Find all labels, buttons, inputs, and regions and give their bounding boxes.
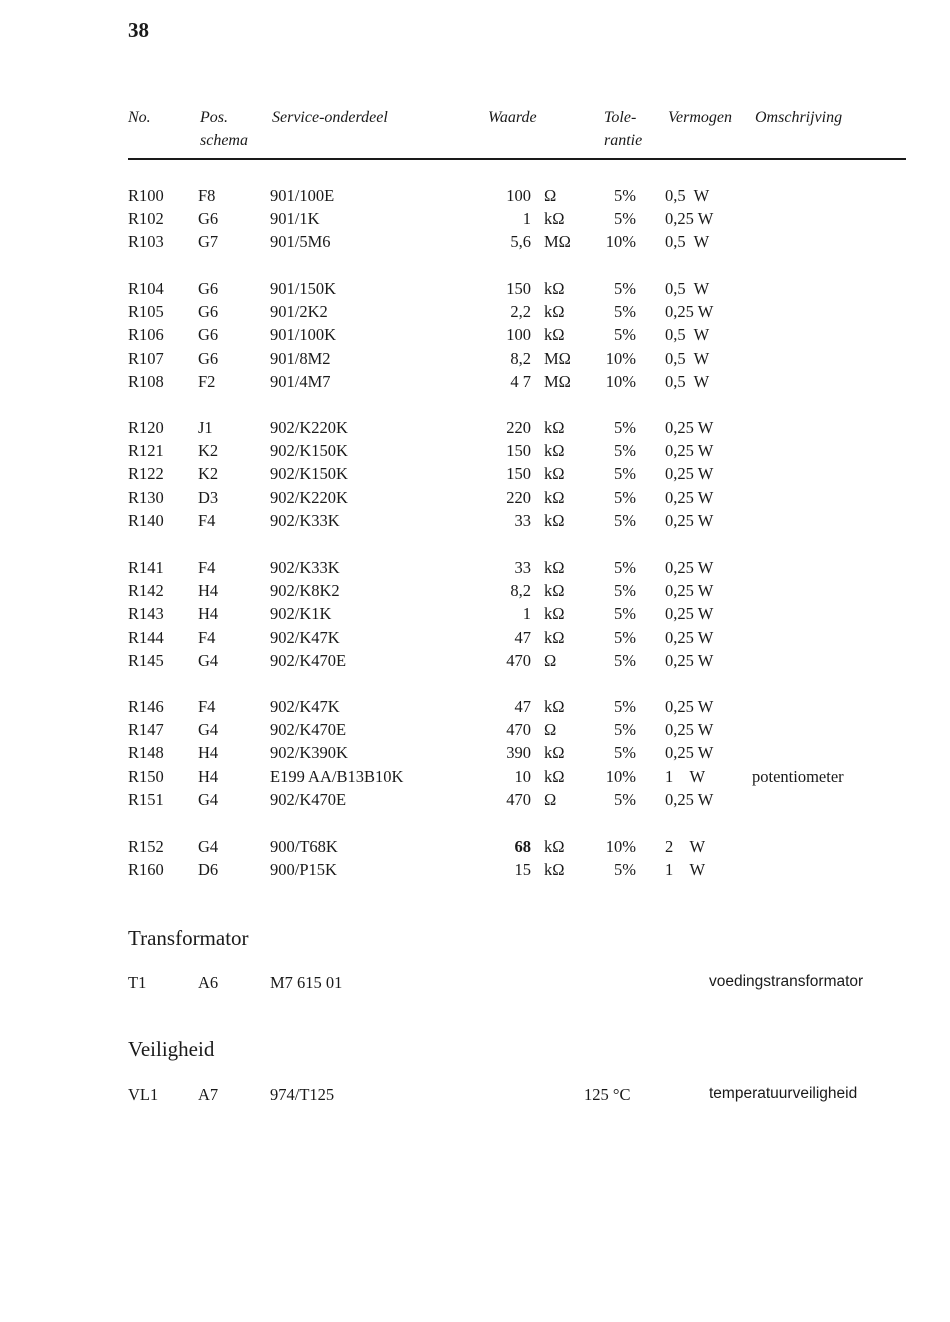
- table-row: [0, 349, 950, 372]
- part-value: 47: [514, 697, 531, 716]
- part-no: R100: [128, 186, 164, 205]
- part-unit: kΩ: [544, 604, 565, 624]
- part-value: 4 7: [510, 371, 531, 391]
- part-power: 0,25 W: [665, 209, 714, 229]
- part-pos: F8: [198, 186, 216, 205]
- part-power: 0,25 W: [665, 627, 714, 647]
- part-value: 150: [506, 279, 531, 298]
- part-service: 902/K47K: [270, 697, 340, 716]
- transformator-service: M7 615 01: [270, 973, 343, 992]
- part-power: 0,25 W: [665, 789, 714, 809]
- table-group: [0, 418, 950, 534]
- table-row: [0, 209, 950, 232]
- part-unit: kΩ: [544, 279, 565, 298]
- part-value: 220: [506, 487, 531, 507]
- part-no: R140: [128, 510, 164, 530]
- part-pos: H4: [198, 604, 219, 624]
- part-tolerance: 10%: [605, 766, 636, 786]
- part-tolerance: 10%: [605, 232, 636, 252]
- part-service: 902/K8K2: [270, 581, 340, 601]
- part-power: 0,5 W: [665, 232, 710, 252]
- part-power: 0,5 W: [665, 348, 710, 368]
- part-pos: K2: [198, 441, 219, 461]
- table-row: [0, 651, 950, 674]
- part-no: R122: [128, 464, 164, 484]
- part-unit: MΩ: [544, 371, 571, 391]
- part-value: 8,2: [510, 581, 531, 601]
- part-value: 68: [514, 837, 531, 856]
- header-no: No.: [128, 109, 151, 126]
- part-power: 0,25 W: [665, 743, 714, 763]
- part-service: 902/K390K: [270, 743, 348, 763]
- part-tolerance: 5%: [614, 743, 636, 763]
- table-row: [0, 232, 950, 255]
- part-tolerance: 5%: [614, 325, 636, 345]
- part-value: 470: [506, 720, 531, 740]
- part-service: 901/100K: [270, 325, 336, 345]
- table-row: [0, 767, 950, 790]
- part-value: 33: [514, 558, 531, 577]
- part-value: 10: [514, 766, 531, 786]
- part-no: R104: [128, 279, 164, 298]
- part-service: 902/K33K: [270, 558, 340, 577]
- part-pos: G7: [198, 232, 219, 252]
- part-tolerance: 5%: [614, 627, 636, 647]
- part-power: 0,25 W: [665, 604, 714, 624]
- part-pos: G4: [198, 650, 219, 670]
- part-unit: kΩ: [544, 487, 565, 507]
- part-pos: H4: [198, 766, 219, 786]
- header-tol-line1: Tole-: [604, 109, 637, 126]
- part-value: 150: [506, 441, 531, 461]
- part-service: 902/K470E: [270, 650, 347, 670]
- part-power: 0,5 W: [665, 186, 710, 205]
- part-unit: kΩ: [544, 697, 565, 716]
- header-tolerantie: [604, 106, 642, 152]
- table-row: [0, 628, 950, 651]
- part-no: R151: [128, 789, 164, 809]
- table-row: [0, 186, 950, 209]
- part-power: 0,25 W: [665, 697, 714, 716]
- part-unit: kΩ: [544, 302, 565, 322]
- part-service: 902/K220K: [270, 487, 348, 507]
- part-tolerance: 5%: [614, 279, 636, 298]
- table-row: [0, 511, 950, 534]
- part-no: R147: [128, 720, 164, 740]
- transformator-desc: voedingstransformator: [709, 973, 864, 990]
- part-service: 901/8M2: [270, 348, 331, 368]
- header-rule: [128, 158, 906, 160]
- part-value: 2,2: [510, 302, 531, 322]
- part-unit: kΩ: [544, 766, 565, 786]
- part-power: 1 W: [665, 860, 706, 880]
- part-tolerance: 10%: [605, 371, 636, 391]
- part-unit: MΩ: [544, 348, 571, 368]
- part-no: R120: [128, 418, 164, 437]
- header-omschrijving: Omschrijving: [755, 109, 843, 126]
- table-row: [0, 325, 950, 348]
- part-tolerance: 10%: [605, 837, 636, 856]
- section-title-transformator: Transformator: [128, 926, 249, 950]
- part-service: 900/T68K: [270, 837, 338, 856]
- table-row: [0, 441, 950, 464]
- part-value: 470: [506, 650, 531, 670]
- part-service: 902/K33K: [270, 510, 340, 530]
- transformator-pos: A6: [198, 973, 219, 992]
- part-power: 0,25 W: [665, 487, 714, 507]
- part-tolerance: 5%: [614, 441, 636, 461]
- part-no: R103: [128, 232, 164, 252]
- part-service: 902/K47K: [270, 627, 340, 647]
- part-unit: Ω: [544, 720, 557, 740]
- part-power: 1 W: [665, 766, 706, 786]
- part-power: 0,25 W: [665, 441, 714, 461]
- part-tolerance: 5%: [614, 418, 636, 437]
- header-tol-line2: rantie: [604, 132, 643, 149]
- part-service: 902/K150K: [270, 464, 348, 484]
- table-row: [0, 558, 950, 581]
- part-no: R102: [128, 209, 164, 229]
- part-unit: kΩ: [544, 558, 565, 577]
- part-no: R141: [128, 558, 164, 577]
- part-value: 220: [506, 418, 531, 437]
- part-no: R152: [128, 837, 164, 856]
- veiligheid-row: [0, 1085, 950, 1109]
- part-unit: kΩ: [544, 743, 565, 763]
- part-service: E199 AA/B13B10K: [270, 766, 404, 786]
- part-unit: MΩ: [544, 232, 571, 252]
- part-unit: kΩ: [544, 464, 565, 484]
- part-power: 0,25 W: [665, 720, 714, 740]
- part-tolerance: 5%: [614, 581, 636, 601]
- part-pos: F4: [198, 697, 216, 716]
- part-unit: kΩ: [544, 581, 565, 601]
- table-row: [0, 488, 950, 511]
- table-row: [0, 604, 950, 627]
- section-title-veiligheid: Veiligheid: [128, 1037, 215, 1061]
- part-pos: D3: [198, 487, 219, 507]
- part-power: 0,25 W: [665, 558, 714, 577]
- table-group: [0, 697, 950, 813]
- part-unit: kΩ: [544, 837, 565, 856]
- part-unit: Ω: [544, 650, 557, 670]
- part-tolerance: 5%: [614, 604, 636, 624]
- part-value: 100: [506, 325, 531, 345]
- part-unit: Ω: [544, 789, 557, 809]
- veiligheid-no: VL1: [128, 1085, 159, 1104]
- part-service: 902/K220K: [270, 418, 348, 437]
- part-service: 901/150K: [270, 279, 336, 298]
- part-tolerance: 5%: [614, 510, 636, 530]
- table-row: [0, 279, 950, 302]
- part-unit: kΩ: [544, 627, 565, 647]
- part-pos: G6: [198, 348, 219, 368]
- table-row: [0, 837, 950, 860]
- part-tolerance: 5%: [614, 558, 636, 577]
- veiligheid-desc: temperatuurveiligheid: [709, 1085, 858, 1102]
- part-service: 901/4M7: [270, 371, 331, 391]
- part-value: 5,6: [510, 232, 531, 252]
- header-pos-line1: Pos.: [200, 109, 228, 126]
- part-service: 900/P15K: [270, 860, 337, 880]
- part-tolerance: 5%: [614, 209, 636, 229]
- header-service: Service-onderdeel: [272, 109, 388, 126]
- part-tolerance: 5%: [614, 186, 636, 205]
- part-value: 47: [514, 627, 531, 647]
- part-description: potentiometer: [752, 766, 844, 786]
- part-power: 0,5 W: [665, 325, 710, 345]
- part-no: R143: [128, 604, 164, 624]
- part-unit: kΩ: [544, 418, 565, 437]
- part-unit: kΩ: [544, 441, 565, 461]
- part-service: 902/K150K: [270, 441, 348, 461]
- part-service: 902/K1K: [270, 604, 332, 624]
- table-group: [0, 558, 950, 674]
- part-unit: kΩ: [544, 860, 565, 880]
- part-no: R150: [128, 766, 164, 786]
- part-power: 0,5 W: [665, 279, 710, 298]
- part-power: 0,25 W: [665, 464, 714, 484]
- part-power: 0,5 W: [665, 371, 710, 391]
- part-unit: kΩ: [544, 325, 565, 345]
- part-pos: D6: [198, 860, 219, 880]
- part-tolerance: 5%: [614, 464, 636, 484]
- part-pos: G6: [198, 279, 219, 298]
- part-no: R107: [128, 348, 164, 368]
- part-tolerance: 5%: [614, 860, 636, 880]
- part-value: 470: [506, 789, 531, 809]
- table-row: [0, 697, 950, 720]
- table-group: [0, 186, 950, 256]
- table-row: [0, 581, 950, 604]
- transformator-no: T1: [128, 973, 147, 992]
- veiligheid-temp: 125 °C: [584, 1085, 631, 1104]
- part-service: 901/2K2: [270, 302, 328, 322]
- part-pos: G6: [198, 209, 219, 229]
- part-unit: kΩ: [544, 209, 565, 229]
- part-service: 902/K470E: [270, 789, 347, 809]
- part-value: 100: [506, 186, 531, 205]
- transformator-row: [0, 973, 950, 997]
- part-service: 901/5M6: [270, 232, 331, 252]
- part-pos: G4: [198, 837, 219, 856]
- part-no: R106: [128, 325, 164, 345]
- part-no: R142: [128, 581, 164, 601]
- part-pos: K2: [198, 464, 219, 484]
- part-power: 2 W: [665, 837, 706, 856]
- part-power: 0,25 W: [665, 302, 714, 322]
- part-no: R144: [128, 627, 164, 647]
- part-no: R108: [128, 371, 164, 391]
- part-tolerance: 5%: [614, 650, 636, 670]
- part-pos: G6: [198, 302, 219, 322]
- header-waarde: Waarde: [488, 109, 537, 126]
- part-pos: G4: [198, 720, 219, 740]
- part-value: 33: [514, 510, 531, 530]
- part-tolerance: 5%: [614, 302, 636, 322]
- part-pos: F2: [198, 371, 216, 391]
- part-tolerance: 5%: [614, 697, 636, 716]
- table-row: [0, 418, 950, 441]
- part-pos: F4: [198, 627, 216, 647]
- part-pos: G6: [198, 325, 219, 345]
- table-row: [0, 372, 950, 395]
- part-service: 901/1K: [270, 209, 320, 229]
- veiligheid-service: 974/T125: [270, 1085, 335, 1104]
- part-no: R148: [128, 743, 164, 763]
- table-group: [0, 279, 950, 395]
- table-row: [0, 743, 950, 766]
- part-power: 0,25 W: [665, 418, 714, 437]
- table-row: [0, 720, 950, 743]
- part-value: 8,2: [510, 348, 531, 368]
- part-unit: kΩ: [544, 510, 565, 530]
- part-value: 1: [522, 209, 531, 229]
- part-value: 390: [506, 743, 531, 763]
- part-tolerance: 10%: [605, 348, 636, 368]
- page-number: 38: [128, 18, 149, 42]
- part-no: R160: [128, 860, 164, 880]
- table-row: [0, 860, 950, 883]
- part-pos: H4: [198, 743, 219, 763]
- part-value: 150: [506, 464, 531, 484]
- veiligheid-pos: A7: [198, 1085, 219, 1104]
- part-no: R105: [128, 302, 164, 322]
- part-power: 0,25 W: [665, 581, 714, 601]
- part-tolerance: 5%: [614, 487, 636, 507]
- table-row: [0, 790, 950, 813]
- part-pos: F4: [198, 510, 216, 530]
- table-group: [0, 837, 950, 883]
- part-service: 901/100E: [270, 186, 335, 205]
- part-power: 0,25 W: [665, 510, 714, 530]
- part-tolerance: 5%: [614, 720, 636, 740]
- part-no: R121: [128, 441, 164, 461]
- part-no: R145: [128, 650, 164, 670]
- part-no: R146: [128, 697, 164, 716]
- header-pos: [200, 106, 248, 152]
- part-pos: H4: [198, 581, 219, 601]
- header-vermogen: Vermogen: [668, 109, 732, 126]
- part-service: 902/K470E: [270, 720, 347, 740]
- part-pos: G4: [198, 789, 219, 809]
- table-row: [0, 302, 950, 325]
- part-pos: J1: [198, 418, 213, 437]
- table-row: [0, 464, 950, 487]
- part-value: 15: [514, 860, 531, 880]
- part-unit: Ω: [544, 186, 557, 205]
- header-pos-line2: schema: [200, 132, 248, 149]
- part-pos: F4: [198, 558, 216, 577]
- part-no: R130: [128, 487, 164, 507]
- part-power: 0,25 W: [665, 650, 714, 670]
- part-value: 1: [522, 604, 531, 624]
- part-tolerance: 5%: [614, 789, 636, 809]
